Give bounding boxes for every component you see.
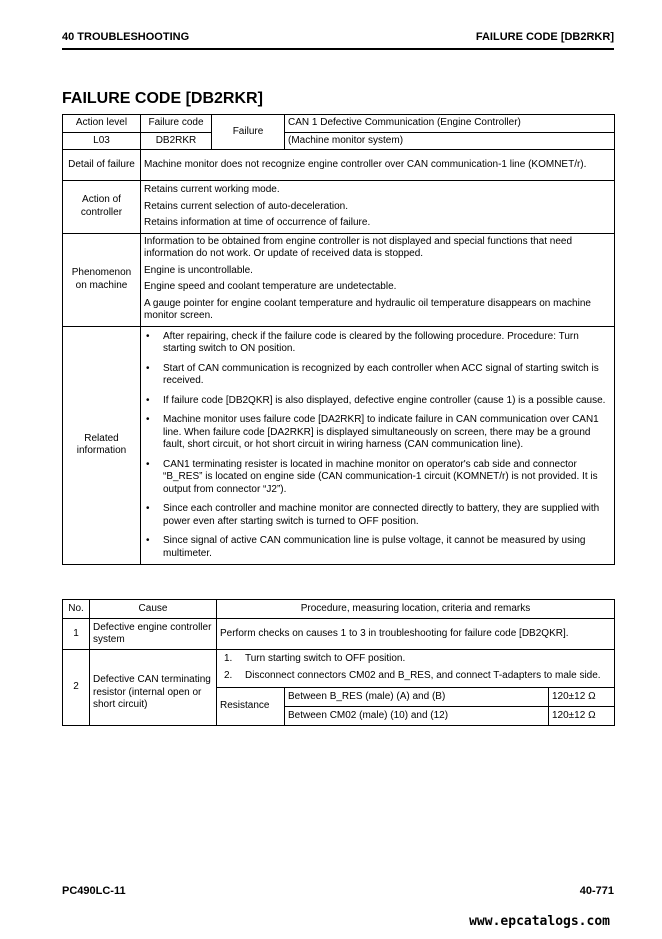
failure-code-header: Failure code bbox=[141, 115, 212, 133]
action-items bbox=[141, 181, 615, 234]
watermark-link[interactable]: www.epcatalogs.com bbox=[469, 914, 610, 929]
measure-location: Between B_RES (male) (A) and (B) bbox=[285, 688, 549, 707]
step-number: 2. bbox=[224, 669, 233, 681]
cause-no: 2 bbox=[63, 650, 90, 726]
failure-header: Failure bbox=[212, 115, 285, 150]
action-level-header: Action level bbox=[63, 115, 141, 133]
info-table bbox=[62, 114, 615, 565]
step-list bbox=[220, 653, 611, 682]
header-code: FAILURE CODE [DB2RKR] bbox=[475, 31, 614, 43]
col-procedure-header: Procedure, measuring location, criteria and remarks bbox=[217, 600, 615, 619]
related-item: • After repairing, check if the failure code is cleared by the following procedure. Procedure: Turn starting switch to ON position. bbox=[141, 331, 610, 356]
page-title: FAILURE CODE [DB2RKR] bbox=[62, 90, 263, 107]
step-text: Turn starting switch to OFF position. bbox=[245, 653, 406, 664]
action-item: Retains current selection of auto-deceleration. bbox=[144, 200, 349, 212]
step-item bbox=[220, 670, 611, 683]
cause-no: 1 bbox=[63, 619, 90, 650]
related-item: • Start of CAN communication is recognized by each controller when ACC signal of starting switch is received. bbox=[141, 363, 610, 388]
action-level-value: L03 bbox=[63, 132, 141, 150]
related-item: • Since each controller and machine monitor are connected directly to battery, they are supplied with power even after starting switch is turned to OFF position. bbox=[141, 503, 610, 528]
action-label: Action of controller bbox=[63, 181, 141, 234]
col-no-header: No. bbox=[63, 600, 90, 619]
failure-description-1: CAN 1 Defective Communication (Engine Controller) bbox=[285, 115, 615, 133]
action-item: Retains information at time of occurrence of failure. bbox=[144, 217, 371, 228]
failure-code-value: DB2RKR bbox=[141, 132, 212, 150]
related-item: • CAN1 terminating resister is located in machine monitor on operator's cab side and connector “B_RES” is located on engine side (CAN communication-1 circuit (KOMNET/r) is not provided. It is output from connector “J2”). bbox=[141, 459, 610, 497]
footer-page-number: 40-771 bbox=[579, 885, 614, 897]
action-item: Retains current working mode. bbox=[144, 184, 280, 195]
related-list bbox=[141, 331, 610, 561]
cause-steps bbox=[217, 650, 615, 688]
col-cause-header: Cause bbox=[90, 600, 217, 619]
phenomenon-item: Information to be obtained from engine controller is not displayed and special functions that need information do not work. Or update of received data is stopped. bbox=[144, 235, 573, 259]
step-number: 1. bbox=[224, 653, 233, 664]
cause-text: Defective engine controller system bbox=[90, 619, 217, 650]
detail-label: Detail of failure bbox=[63, 150, 141, 181]
cause-text: Defective CAN terminating resistor (internal open or short circuit) bbox=[90, 650, 217, 726]
related-label: Related information bbox=[63, 326, 141, 565]
step-text: Disconnect connectors CM02 and B_RES, and connect T-adapters to male side. bbox=[245, 669, 601, 681]
cause-procedure: Perform checks on causes 1 to 3 in troubleshooting for failure code [DB2QKR]. bbox=[217, 619, 615, 650]
related-items bbox=[141, 326, 615, 565]
header-section: 40 TROUBLESHOOTING bbox=[62, 31, 190, 43]
resistance-label: Resistance bbox=[217, 688, 285, 726]
measure-value: 120±12 Ω bbox=[549, 707, 615, 726]
step-item bbox=[220, 653, 611, 666]
related-item: • Machine monitor uses failure code [DA2RKR] to indicate failure in CAN communication over CAN1 line. When failure code [DA2RKR] is displayed simultaneously on screen, there may be a ground fault, short circuit, or hot short circuit in wiring harness (CAN communication line). bbox=[141, 414, 610, 452]
measure-location: Between CM02 (male) (10) and (12) bbox=[285, 707, 549, 726]
phenomenon-item: Engine is uncontrollable. bbox=[144, 264, 253, 276]
phenomenon-items bbox=[141, 233, 615, 326]
phenomenon-label: Phenomenon on machine bbox=[63, 233, 141, 326]
related-item: • If failure code [DB2QKR] is also displayed, defective engine controller (cause 1) is a possible cause. bbox=[141, 395, 610, 408]
measure-value: 120±12 Ω bbox=[549, 688, 615, 707]
detail-text: Machine monitor does not recognize engine controller over CAN communication-1 line (KOMNET/r). bbox=[141, 150, 615, 181]
header-rule bbox=[62, 48, 614, 50]
footer-model: PC490LC-11 bbox=[62, 885, 126, 897]
cause-table bbox=[62, 599, 615, 726]
failure-description-2: (Machine monitor system) bbox=[285, 132, 615, 150]
related-item: • Since signal of active CAN communication line is pulse voltage, it cannot be measured by using multimeter. bbox=[141, 535, 610, 560]
phenomenon-item: A gauge pointer for engine coolant temperature and hydraulic oil temperature disappears on machine monitor screen. bbox=[144, 297, 591, 321]
phenomenon-item: Engine speed and coolant temperature are undetectable. bbox=[144, 281, 397, 292]
